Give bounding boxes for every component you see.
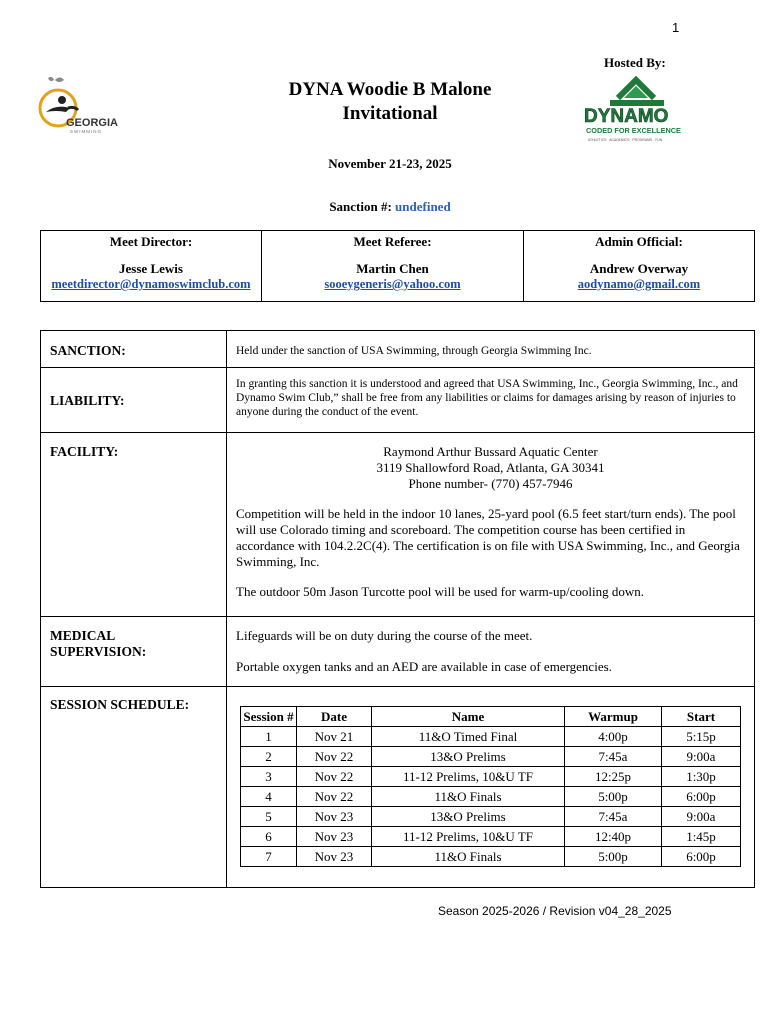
session-date: Nov 23 bbox=[297, 847, 372, 867]
medical-label-line2: SUPERVISION: bbox=[50, 644, 147, 659]
session-row bbox=[241, 787, 741, 807]
medical-row-content bbox=[227, 617, 754, 686]
facility-warmup-pool: The outdoor 50m Jason Turcotte pool will be used for warm-up/cooling down. bbox=[236, 584, 645, 599]
dynamo-logo-text: DYNAMO bbox=[584, 106, 669, 127]
session-name: 11&O Finals bbox=[372, 847, 565, 867]
session-start: 5:15p bbox=[662, 727, 741, 747]
header-session: Session # bbox=[241, 707, 297, 727]
dynamo-logo-subline: ATHLETICS · ACADEMICS · PROGRAMS · FUN bbox=[588, 138, 663, 142]
sanction-number bbox=[240, 199, 540, 215]
session-schedule-table bbox=[240, 706, 741, 867]
session-number: 5 bbox=[241, 807, 297, 827]
liability-row-text: In granting this sanction it is understood and agreed that USA Swimming, Inc., Georgia Swimming, Inc., and Dynamo Swim Club,” shall be free from any liabilities or claims for damages arising by reason of injuries to anyone during the conduct of the event. bbox=[236, 378, 738, 418]
session-start: 1:30p bbox=[662, 767, 741, 787]
meet-title bbox=[240, 78, 540, 126]
session-number: 2 bbox=[241, 747, 297, 767]
sanction-row-text: Held under the sanction of USA Swimming, through Georgia Swimming Inc. bbox=[236, 345, 592, 357]
session-start: 9:00a bbox=[662, 747, 741, 767]
session-number: 6 bbox=[241, 827, 297, 847]
facility-pool-description: Competition will be held in the indoor 10 lanes, 25-yard pool (6.5 feet start/turn ends). The pool will use Colorado timing and scoreboard. The competition course has been certified in accordance with 104.2.2C(4). The certification is on file with USA Swimming, Inc., and Georgia Swimming, Inc. bbox=[236, 506, 740, 569]
liability-row-label: LIABILITY: bbox=[41, 368, 227, 432]
sanction-row-label: SANCTION: bbox=[41, 331, 227, 367]
georgia-logo-text: GEORGIA bbox=[66, 117, 118, 129]
meet-referee-cell bbox=[262, 231, 524, 301]
schedule-row-content bbox=[227, 687, 754, 887]
session-warmup: 12:40p bbox=[565, 827, 662, 847]
session-row bbox=[241, 767, 741, 787]
session-warmup: 4:00p bbox=[565, 727, 662, 747]
session-row bbox=[241, 847, 741, 867]
meet-title-line1: DYNA Woodie B Malone bbox=[288, 79, 492, 100]
page-number: 1 bbox=[672, 20, 680, 35]
session-start: 6:00p bbox=[662, 847, 741, 867]
liability-row bbox=[41, 368, 754, 433]
session-start: 1:45p bbox=[662, 827, 741, 847]
georgia-swimming-logo bbox=[36, 74, 132, 136]
session-number: 1 bbox=[241, 727, 297, 747]
official-role: Meet Director: bbox=[109, 234, 193, 249]
sanction-label: Sanction #: bbox=[329, 199, 392, 214]
official-role: Meet Referee: bbox=[353, 234, 432, 249]
hosted-by-label: Hosted By: bbox=[604, 55, 666, 70]
session-date: Nov 23 bbox=[297, 827, 372, 847]
session-warmup: 5:00p bbox=[565, 787, 662, 807]
official-name: Andrew Overway bbox=[589, 261, 689, 276]
medical-label-line1: MEDICAL bbox=[50, 628, 116, 643]
schedule-row bbox=[41, 687, 754, 887]
schedule-row-label: SESSION SCHEDULE: bbox=[41, 687, 227, 887]
session-table-header bbox=[241, 707, 741, 727]
facility-row-content bbox=[227, 433, 754, 616]
session-date: Nov 22 bbox=[297, 767, 372, 787]
session-number: 4 bbox=[241, 787, 297, 807]
dynamo-logo bbox=[580, 72, 694, 146]
medical-lifeguards: Lifeguards will be on duty during the course of the meet. bbox=[236, 628, 533, 643]
session-name: 11&O Finals bbox=[372, 787, 565, 807]
session-warmup: 7:45a bbox=[565, 807, 662, 827]
session-date: Nov 21 bbox=[297, 727, 372, 747]
admin-official-cell bbox=[524, 231, 754, 301]
medical-row bbox=[41, 617, 754, 687]
meet-title-line2: Invitational bbox=[342, 103, 438, 124]
official-name: Jesse Lewis bbox=[119, 261, 183, 276]
sanction-value: undefined bbox=[395, 199, 451, 214]
session-name: 11&O Timed Final bbox=[372, 727, 565, 747]
facility-row-label: FACILITY: bbox=[41, 433, 227, 616]
meet-director-cell bbox=[41, 231, 262, 301]
session-name: 11-12 Prelims, 10&U TF bbox=[372, 827, 565, 847]
session-number: 3 bbox=[241, 767, 297, 787]
session-number: 7 bbox=[241, 847, 297, 867]
georgia-logo-subtext: SWIMMING bbox=[70, 129, 102, 134]
facility-address: 3119 Shallowford Road, Atlanta, GA 30341 bbox=[376, 460, 605, 475]
official-role: Admin Official: bbox=[595, 234, 683, 249]
session-date: Nov 22 bbox=[297, 747, 372, 767]
facility-phone: Phone number- (770) 457-7946 bbox=[408, 476, 573, 491]
session-warmup: 5:00p bbox=[565, 847, 662, 867]
official-email-link[interactable]: sooeygeneris@yahoo.com bbox=[324, 277, 461, 291]
official-email-link[interactable]: aodynamo@gmail.com bbox=[577, 277, 701, 291]
revision-footer: Season 2025-2026 / Revision v04_28_2025 bbox=[438, 904, 672, 918]
session-date: Nov 23 bbox=[297, 807, 372, 827]
facility-row bbox=[41, 433, 754, 617]
officials-table bbox=[40, 230, 755, 302]
header-warmup: Warmup bbox=[565, 707, 662, 727]
official-email-link[interactable]: meetdirector@dynamoswimclub.com bbox=[51, 277, 251, 291]
header-name: Name bbox=[372, 707, 565, 727]
session-name: 13&O Prelims bbox=[372, 747, 565, 767]
session-name: 13&O Prelims bbox=[372, 807, 565, 827]
session-date: Nov 22 bbox=[297, 787, 372, 807]
meet-dates: November 21-23, 2025 bbox=[328, 156, 452, 171]
header-start: Start bbox=[662, 707, 741, 727]
medical-row-label bbox=[41, 617, 227, 686]
official-name: Martin Chen bbox=[356, 261, 429, 276]
session-warmup: 7:45a bbox=[565, 747, 662, 767]
session-warmup: 12:25p bbox=[565, 767, 662, 787]
facility-name: Raymond Arthur Bussard Aquatic Center bbox=[383, 444, 598, 459]
session-row bbox=[241, 747, 741, 767]
session-row bbox=[241, 827, 741, 847]
session-name: 11-12 Prelims, 10&U TF bbox=[372, 767, 565, 787]
session-row bbox=[241, 727, 741, 747]
meet-info-table bbox=[40, 330, 755, 888]
dynamo-logo-tagline: CODED FOR EXCELLENCE bbox=[586, 126, 681, 135]
sanction-row bbox=[41, 331, 754, 368]
session-row bbox=[241, 807, 741, 827]
header-date: Date bbox=[297, 707, 372, 727]
medical-oxygen: Portable oxygen tanks and an AED are available in case of emergencies. bbox=[236, 659, 612, 674]
session-start: 9:00a bbox=[662, 807, 741, 827]
session-start: 6:00p bbox=[662, 787, 741, 807]
